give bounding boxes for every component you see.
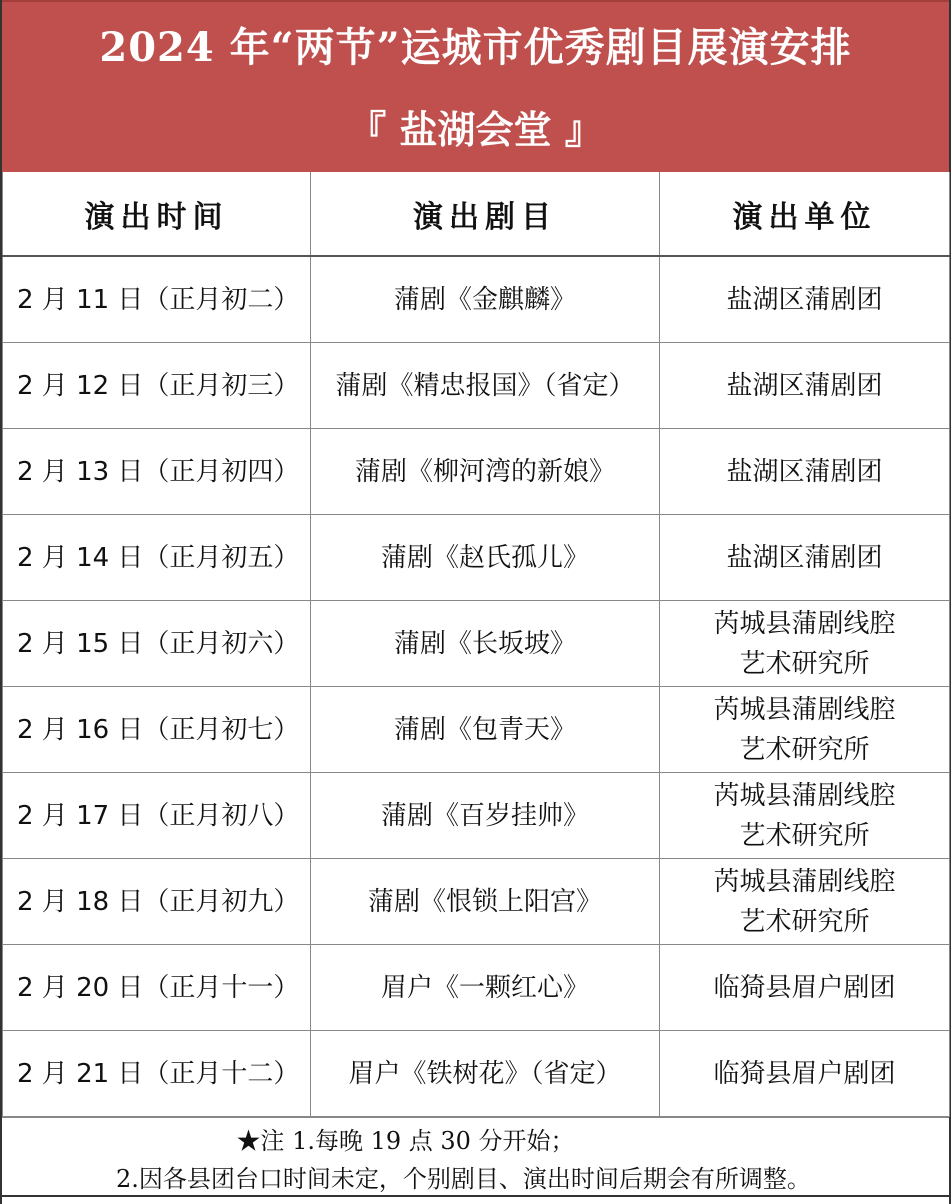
unit-cell: [660, 687, 950, 773]
unit-cell: [660, 343, 950, 429]
unit-line: 盐湖区蒲剧团: [726, 370, 883, 401]
date-cell: 2 月 16 日（正月初七）: [3, 687, 311, 773]
unit-line: 芮城县蒲剧线腔: [713, 694, 896, 725]
program-cell: 蒲剧《百岁挂帅》: [311, 773, 660, 859]
table-row: [3, 687, 950, 773]
header-banner: [2, 0, 949, 172]
unit-cell: [660, 601, 950, 687]
date-cell: 2 月 13 日（正月初四）: [3, 429, 311, 515]
note-adjustment: 2.因各县团台口时间未定，个别剧目、演出时间后期会有所调整。: [116, 1165, 811, 1193]
unit-cell: [660, 773, 950, 859]
unit-cell: [660, 429, 950, 515]
table-row: [3, 429, 950, 515]
program-cell: 眉户《一颗红心》: [311, 945, 660, 1031]
unit-cell: [660, 1031, 950, 1117]
table-row: [3, 1031, 950, 1117]
table-row: [3, 773, 950, 859]
performance-schedule-table: [2, 172, 950, 1117]
date-cell: 2 月 18 日（正月初九）: [3, 859, 311, 945]
program-cell: 蒲剧《长坂坡》: [311, 601, 660, 687]
table-row: [3, 945, 950, 1031]
date-cell: 2 月 21 日（正月十二）: [3, 1031, 311, 1117]
unit-line: 芮城县蒲剧线腔: [713, 780, 896, 811]
program-cell: 蒲剧《包青天》: [311, 687, 660, 773]
note-start-time: ★注 1.每晚 19 点 30 分开始；: [236, 1127, 575, 1155]
table-row: [3, 343, 950, 429]
program-cell: 蒲剧《恨锁上阳宫》: [311, 859, 660, 945]
unit-line: 艺术研究所: [739, 906, 870, 937]
unit-line: 艺术研究所: [739, 734, 870, 765]
date-cell: 2 月 15 日（正月初六）: [3, 601, 311, 687]
column-header-program: 演出剧目: [311, 172, 660, 256]
page-title: 2024 年“两节”运城市优秀剧目展演安排: [99, 24, 852, 71]
table-row: [3, 859, 950, 945]
date-cell: 2 月 14 日（正月初五）: [3, 515, 311, 601]
unit-line: 临猗县眉户剧团: [713, 1058, 896, 1089]
program-cell: 蒲剧《精忠报国》（省定）: [311, 343, 660, 429]
unit-line: 盐湖区蒲剧团: [726, 456, 883, 487]
table-row: [3, 515, 950, 601]
unit-line: 芮城县蒲剧线腔: [713, 866, 896, 897]
unit-line: 芮城县蒲剧线腔: [713, 608, 896, 639]
program-cell: 蒲剧《赵氏孤儿》: [311, 515, 660, 601]
unit-line: 艺术研究所: [739, 820, 870, 851]
unit-cell: [660, 859, 950, 945]
unit-line: 盐湖区蒲剧团: [726, 284, 883, 315]
date-cell: 2 月 12 日（正月初三）: [3, 343, 311, 429]
unit-line: 艺术研究所: [739, 648, 870, 679]
notes-section: [2, 1117, 949, 1197]
table-row: [3, 601, 950, 687]
unit-line: 临猗县眉户剧团: [713, 972, 896, 1003]
unit-cell: [660, 515, 950, 601]
date-cell: 2 月 11 日（正月初二）: [3, 256, 311, 343]
column-header-unit: 演出单位: [660, 172, 950, 256]
date-cell: 2 月 20 日（正月十一）: [3, 945, 311, 1031]
unit-cell: [660, 256, 950, 343]
program-cell: 蒲剧《柳河湾的新娘》: [311, 429, 660, 515]
program-cell: 眉户《铁树花》（省定）: [311, 1031, 660, 1117]
table-header-row: [3, 172, 950, 256]
program-cell: 蒲剧《金麒麟》: [311, 256, 660, 343]
table-row: [3, 256, 950, 343]
venue-subtitle: 『 盐湖会堂 』: [348, 107, 603, 152]
unit-cell: [660, 945, 950, 1031]
column-header-date: 演出时间: [3, 172, 311, 256]
unit-line: 盐湖区蒲剧团: [726, 542, 883, 573]
date-cell: 2 月 17 日（正月初八）: [3, 773, 311, 859]
